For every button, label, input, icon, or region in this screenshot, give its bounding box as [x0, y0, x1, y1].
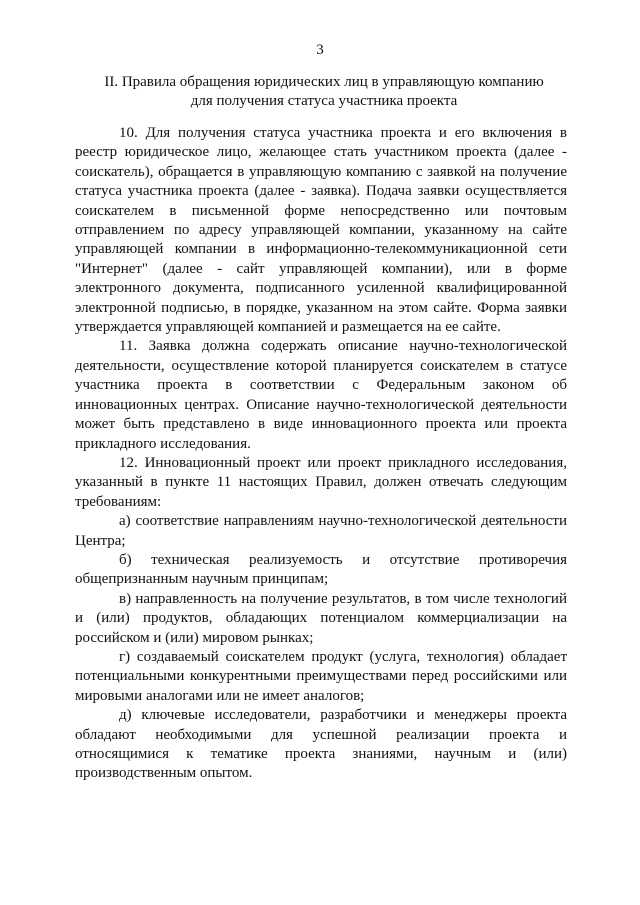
paragraph-11: 11. Заявка должна содержать описание научно-технологической деятельности, осуществление которой планируется соискателем в статусе участника проекта в соответствии с Федеральным законом об инновационных центрах. Описание научно-технологической деятельности может быть представлено в виде инновационного проекта или проекта прикладного исследования. [75, 338, 567, 452]
paragraph-12: 12. Инновационный проект или проект прикладного исследования, указанный в пункте 11 настоящих Правил, должен отвечать следующим требованиям: [75, 454, 567, 510]
page-number: 3 [316, 42, 324, 58]
document-body [75, 124, 567, 784]
list-item-v: в) направленность на получение результатов, в том числе технологий и (или) продуктов, обладающих потенциалом коммерциализации на российском и (или) мировом рынках; [75, 590, 567, 646]
list-item-b: б) техническая реализуемость и отсутствие противоречия общепризнанным научным принципам; [75, 551, 567, 588]
section-heading-line-2: для получения статуса участника проекта [190, 93, 458, 109]
list-item-a: а) соответствие направлениям научно-технологической деятельности Центра; [75, 513, 567, 549]
list-item-d: д) ключевые исследователи, разработчики и менеджеры проекта обладают необходимыми для успешной реализации проекта и относящимися к тематике проекта знаниями, научным и (или) производственным опытом. [75, 707, 567, 782]
list-item-g: г) создаваемый соискателем продукт (услуга, технология) обладает потенциальными конкурентными преимуществами перед российскими или мировыми аналогами или не имеет аналогов; [75, 648, 567, 704]
section-heading-line-1: II. Правила обращения юридических лиц в управляющую компанию [104, 74, 544, 90]
section-heading [80, 73, 568, 111]
paragraph-10: 10. Для получения статуса участника проекта и его включения в реестр юридическое лицо, желающее стать участником проекта (далее - соискатель), обращается в управляющую компанию с заявкой на получение статуса участника проекта (далее - заявка). Подача заявки осуществляется соискателем в письменной форме непосредственно или почтовым отправлением по адресу управляющей компании, указанному на сайте управляющей компании в информационно-телекоммуникационной сети "Интернет" (далее - сайт управляющей компании), или в форме электронного документа, подписанного усиленной квалифицированной электронной подписью, в порядке, указанном на этом сайте. Форма заявки утверждается управляющей компанией и размещается на ее сайте. [75, 125, 567, 336]
